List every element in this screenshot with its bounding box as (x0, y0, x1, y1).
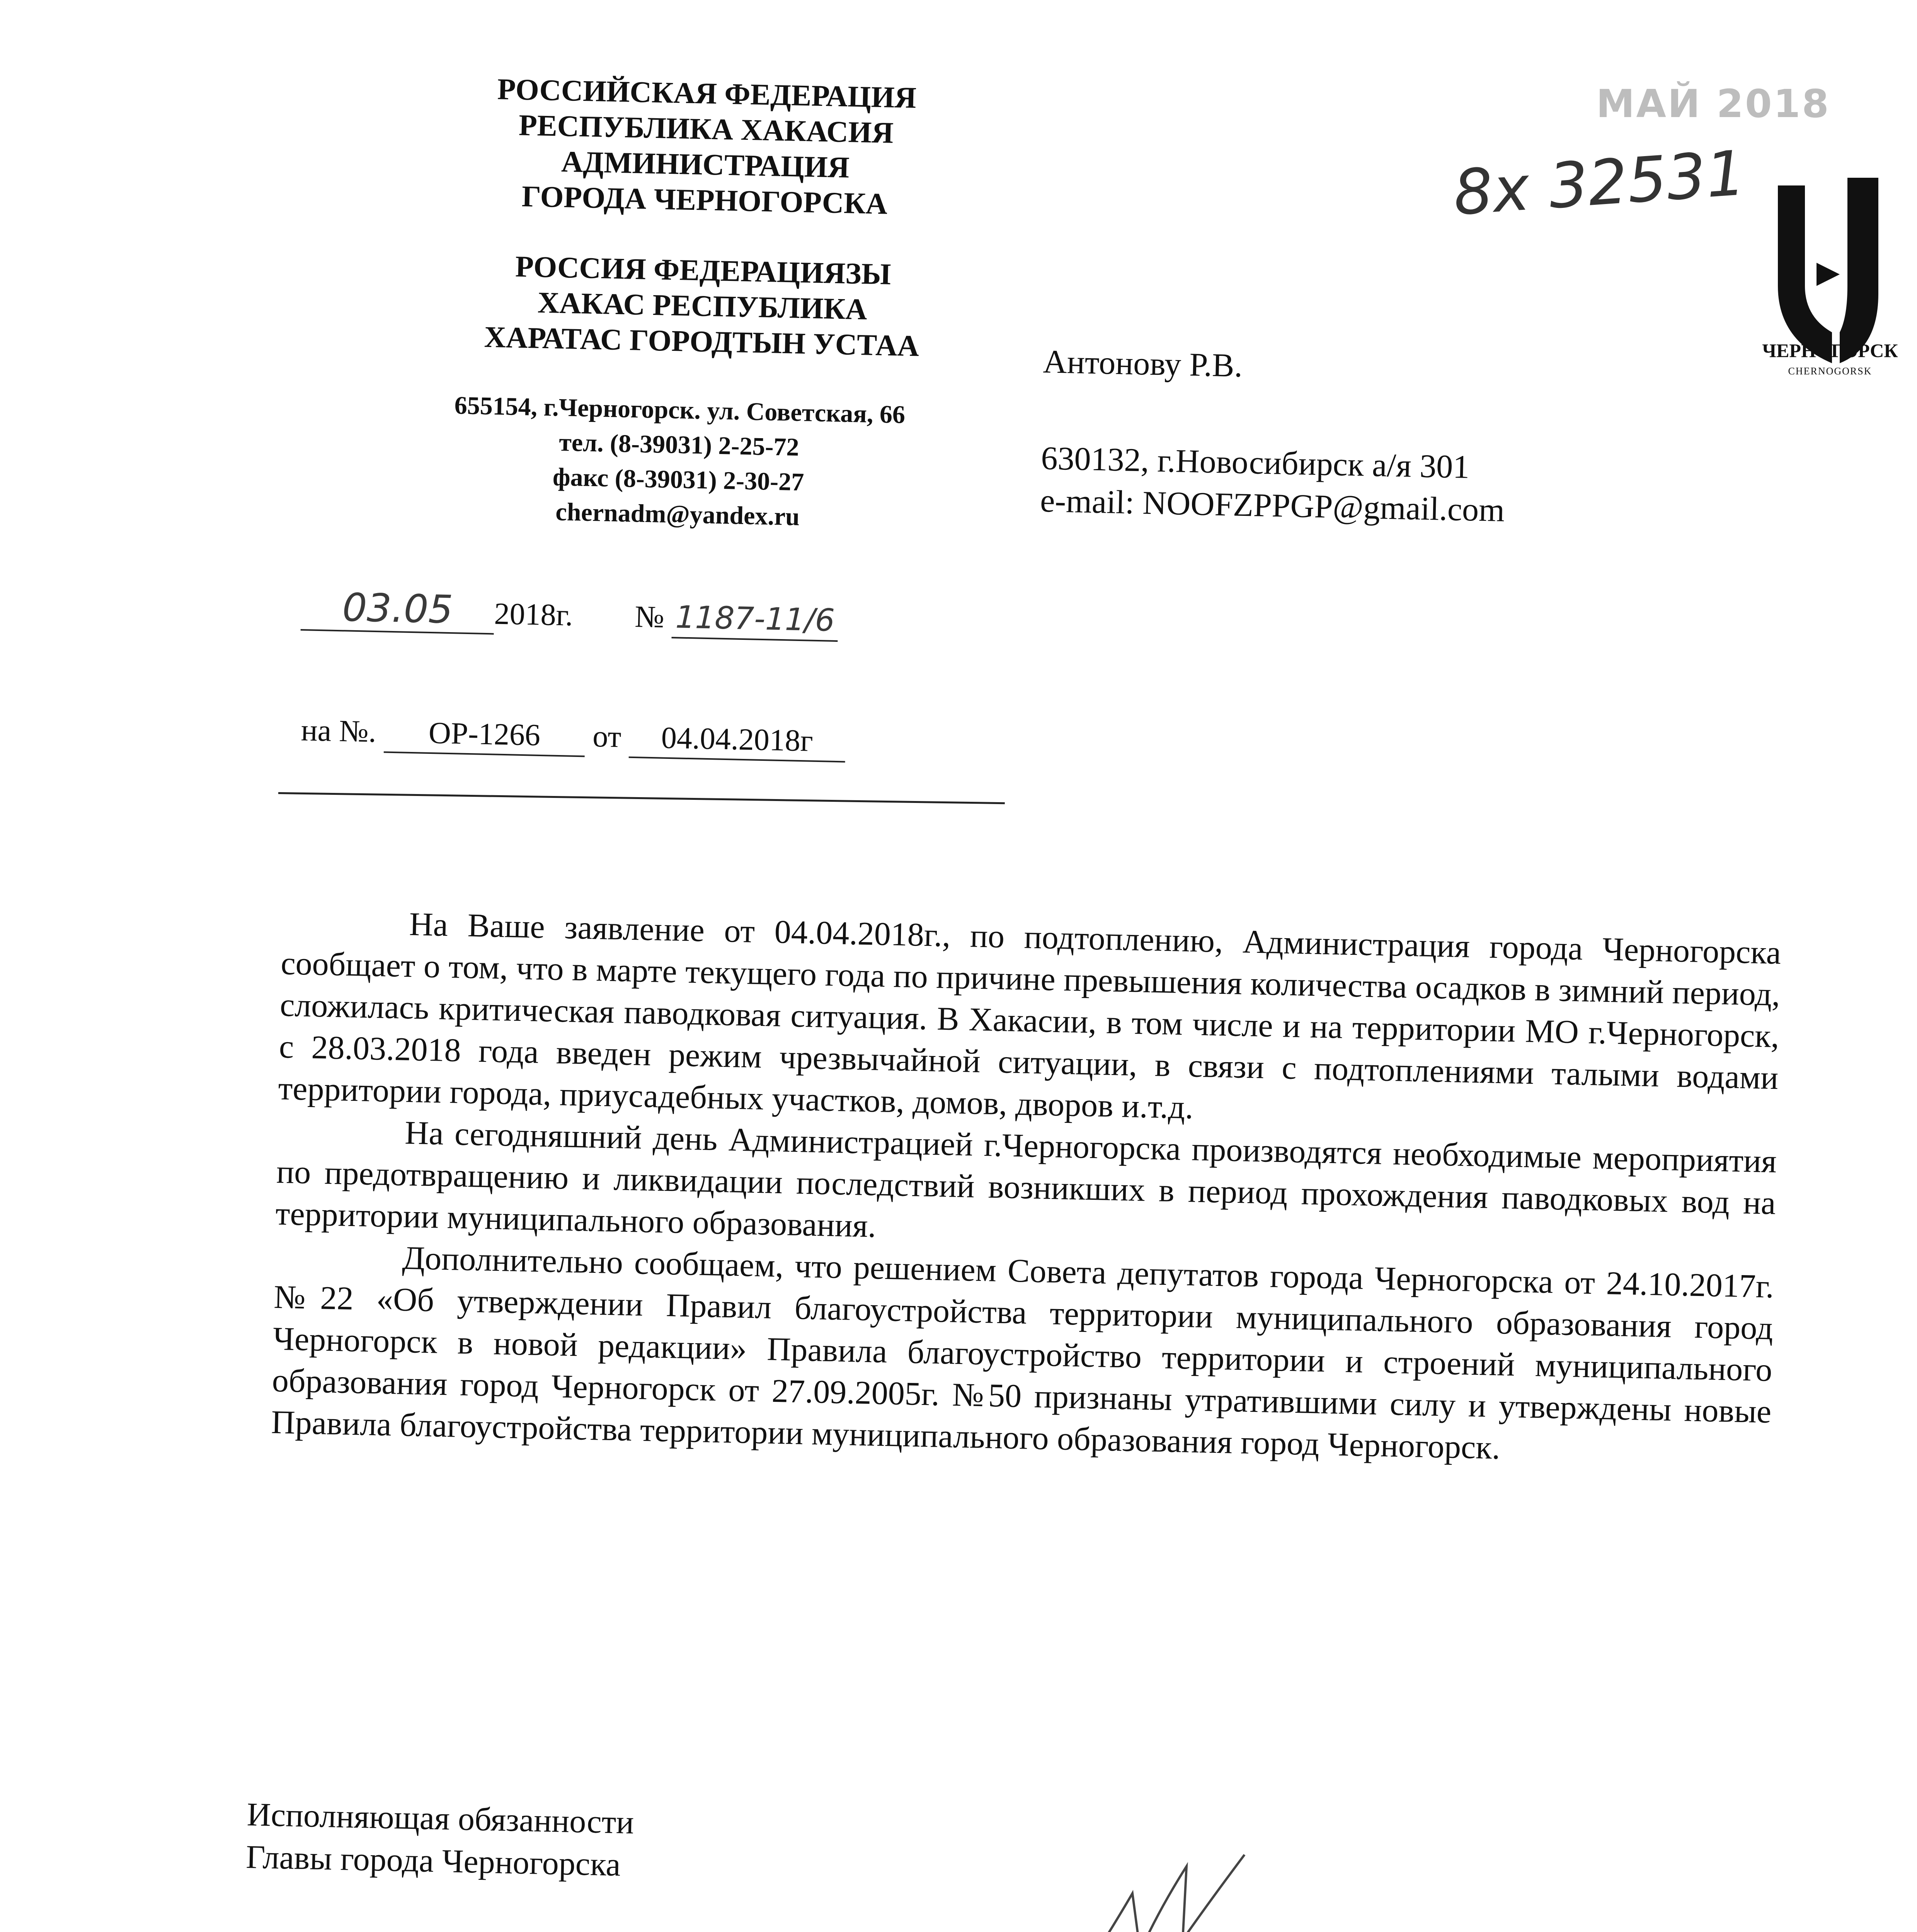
letterhead-contacts (368, 386, 989, 538)
contact-email: chernadm@yandex.ru (555, 498, 800, 531)
letterhead-line: РОССИЯ ФЕДЕРАЦИЯЗЫ (515, 249, 892, 291)
letterhead-russian (414, 70, 997, 224)
signatory-title-line: Исполняющая обязанности (246, 1795, 635, 1841)
logo-name: ЧЕРНОГОРСК (1762, 340, 1898, 361)
addressee-block (1040, 340, 1700, 535)
outgoing-date-field (301, 587, 495, 634)
letterhead-line: ХАКАС РЕСПУБЛИКА (537, 285, 868, 326)
logo-latin: CHERNOGORSK (1788, 366, 1872, 377)
addressee-address: 630132, г.Новосибирск а/я 301 (1040, 439, 1470, 486)
contact-phone: тел. (8-39031) 2-25-72 (558, 428, 800, 462)
signatory-title (245, 1793, 827, 1890)
letterhead (411, 70, 997, 400)
addressee-email: e-mail: NOOFZPPGP@gmail.com (1040, 481, 1505, 529)
reference-line (301, 711, 997, 766)
reference-label: на №. (301, 713, 377, 749)
outgoing-year: 2018г. (494, 597, 574, 633)
letterhead-line: ГОРОДА ЧЕРНОГОРСКА (521, 179, 888, 221)
letterhead-line: РЕСПУБЛИКА ХАКАСИЯ (518, 108, 894, 150)
contact-address: 655154, г.Черногорск. ул. Советская, 66 (454, 391, 906, 429)
handwritten-signature (1044, 1824, 1314, 1932)
reference-date: 04.04.2018г (628, 718, 846, 763)
reference-number: ОР-1266 (383, 713, 585, 757)
outgoing-number-handwritten: 1187-11/6 (675, 599, 835, 638)
signatory-title-line: Главы города Черногорска (245, 1838, 621, 1883)
outgoing-number-field (672, 598, 839, 642)
body-paragraph: На сегодняшний день Администрацией г.Черногорска производятся необходимые мероприятия по предотвращению и ликвидации последствий возникших в период прохождения паводковых вод на территории муниципального образования. (275, 1114, 1777, 1245)
letterhead-line: РОССИЙСКАЯ ФЕДЕРАЦИЯ (497, 72, 917, 115)
reference-from-label: от (592, 719, 622, 754)
header-divider (278, 792, 1005, 804)
letterhead-khakas (412, 247, 993, 365)
body-paragraph: На Ваше заявление от 04.04.2018г., по подтоплению, Администрация города Черногорска сообщает о том, что в марте текущего года по причине превышения количества осадков в зимний период, сложилась критическая паводковая ситуация. В Хакасии, в том числе и на территории МО г.Черногорск, с 28.03.2018 года введен режим чрезвычайной ситуации, в связи с подтоплениями талыми водами территории города, приусадебных участков, домов, дворов и.т.д. (278, 905, 1782, 1126)
letterhead-line: ХАРАТАС ГОРОДТЫН УСТАА (484, 320, 919, 363)
registration-number-handwritten: 8х 32531 (1451, 136, 1748, 230)
city-logo-caption (1739, 340, 1917, 382)
contact-fax: факс (8-39031) 2-30-27 (552, 463, 804, 497)
outgoing-date-number (301, 587, 920, 643)
outgoing-number-label: № (634, 600, 665, 634)
received-stamp-date: МАЙ 2018 (1596, 81, 1830, 126)
body-paragraph: Дополнительно сообщаем, что решением Совета депутатов города Черногорска от 24.10.2017г. №22 «Об утверждении Правил благоустройства территории муниципального образования город Черногорск в новой редакции» Правила благоустройство территории и строений муниципального образования город Черногорск от 27.09.2005г. №50 признаны утратившими силу и утверждены новые Правила благоустройства территории муниципального образования город Черногорск. (271, 1239, 1774, 1466)
outgoing-date-handwritten: 03.05 (342, 585, 454, 633)
addressee-name: Антонову Р.В. (1042, 342, 1243, 384)
letterhead-line: АДМИНИСТРАЦИЯ (561, 144, 850, 184)
letter-body (271, 900, 1782, 1474)
